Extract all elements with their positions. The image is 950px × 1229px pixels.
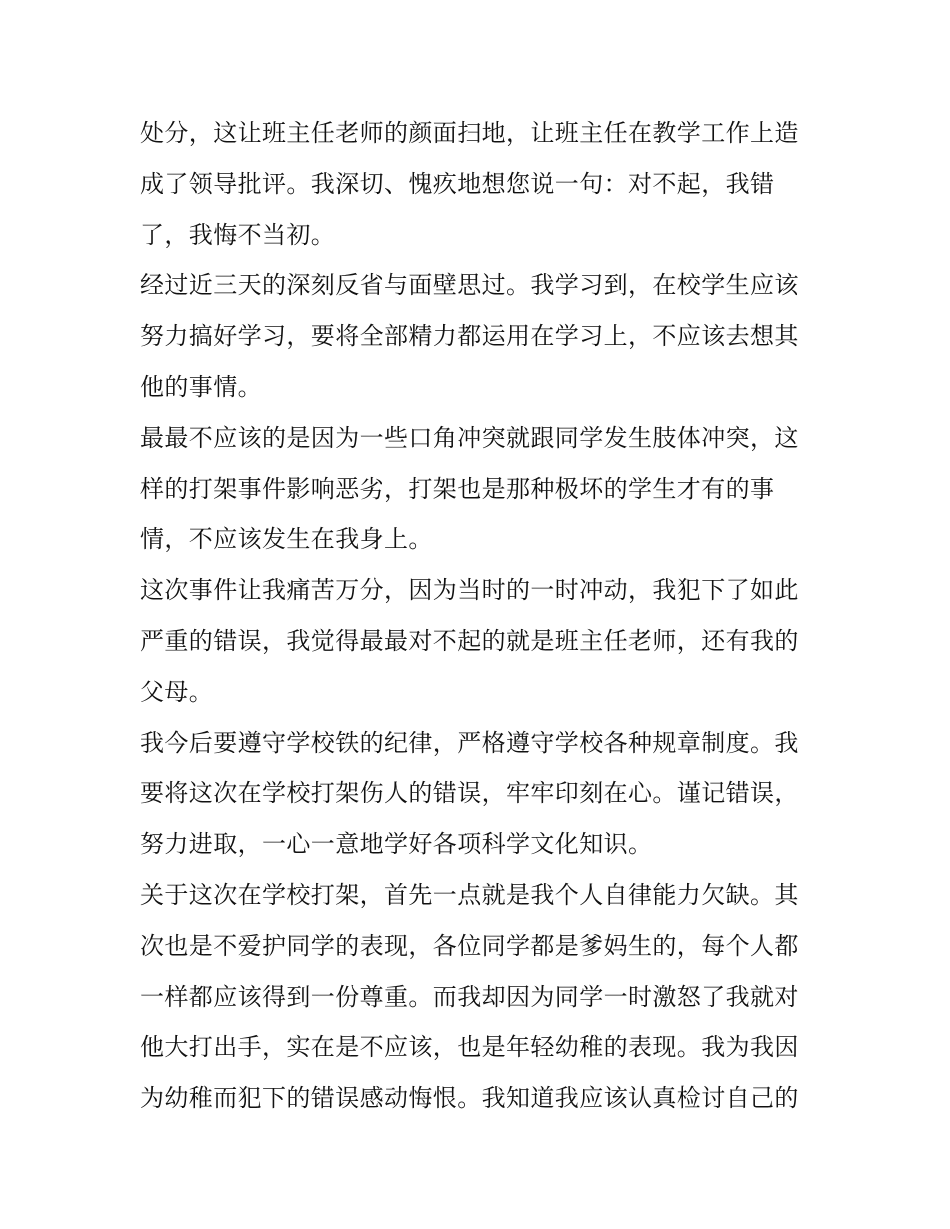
text-line: 一样都应该得到一份尊重。而我却因为同学一时激怒了我就对: [140, 982, 799, 1011]
text-line: 我今后要遵守学校铁的纪律，严格遵守学校各种规章制度。我: [140, 728, 799, 757]
text-line: 他的事情。: [140, 372, 262, 401]
text-line: 情，不应该发生在我身上。: [140, 525, 433, 554]
text-line: 要将这次在学校打架伤人的错误，牢牢印刻在心。谨记错误，: [140, 779, 799, 808]
text-line: 努力进取，一心一意地学好各项科学文化知识。: [140, 830, 653, 859]
text-line: 父母。: [140, 677, 214, 706]
text-line: 最最不应该的是因为一些口角冲突就跟同学发生肢体冲突，这: [140, 423, 799, 452]
text-line: 努力搞好学习，要将全部精力都运用在学习上，不应该去想其: [140, 322, 799, 351]
text-line: 了，我悔不当初。: [140, 220, 336, 249]
text-line: 处分，这让班主任老师的颜面扫地，让班主任在教学工作上造: [140, 119, 799, 147]
text-line: 严重的错误，我觉得最最对不起的就是班主任老师，还有我的: [140, 626, 799, 655]
text-line: 经过近三天的深刻反省与面壁思过。我学习到，在校学生应该: [140, 271, 799, 300]
body-text: [140, 108, 820, 1124]
text-line: 关于这次在学校打架，首先一点就是我个人自律能力欠缺。其: [140, 880, 799, 909]
text-line: 次也是不爱护同学的表现，各位同学都是爹妈生的，每个人都: [140, 931, 799, 960]
text-line: 成了领导批评。我深切、愧疚地想您说一句：对不起，我错: [140, 169, 775, 198]
text-line: 他大打出手，实在是不应该，也是年轻幼稚的表现。我为我因: [140, 1033, 799, 1062]
text-line: 这次事件让我痛苦万分，因为当时的一时冲动，我犯下了如此: [140, 576, 799, 605]
text-line: 为幼稚而犯下的错误感动悔恨。我知道我应该认真检讨自己的: [140, 1084, 799, 1113]
text-line: 样的打架事件影响恶劣，打架也是那种极坏的学生才有的事: [140, 474, 775, 503]
